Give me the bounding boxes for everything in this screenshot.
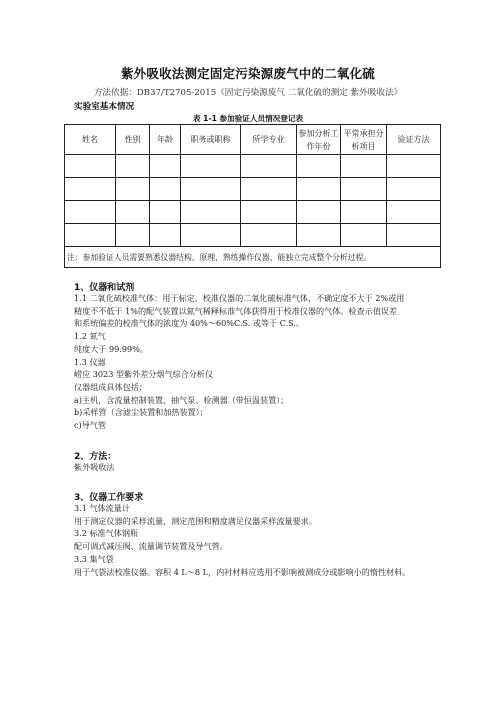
table-note-row bbox=[65, 247, 441, 268]
table-cell bbox=[341, 178, 387, 201]
header-age: 年龄 bbox=[150, 125, 181, 155]
table-row bbox=[65, 155, 441, 178]
table-cell bbox=[181, 224, 241, 247]
table-cell bbox=[150, 201, 181, 224]
table-cell bbox=[181, 178, 241, 201]
section-3-body bbox=[74, 502, 454, 578]
method-basis: 方法依据：DB37/T2705-2015《固定污染源废气 二氧化硫的测定 紫外吸收法》 bbox=[93, 88, 403, 98]
table-cell bbox=[65, 155, 116, 178]
table-cell bbox=[341, 155, 387, 178]
section-3-line: 3.3 集气袋 bbox=[74, 553, 114, 564]
section-1-line: 1.3 仪器 bbox=[74, 356, 106, 367]
table-cell bbox=[150, 178, 181, 201]
table-cell bbox=[241, 155, 297, 178]
table-row bbox=[65, 178, 441, 201]
section-2-line: 紫外吸收法 bbox=[74, 462, 115, 472]
table-cell bbox=[387, 155, 441, 178]
section-1-body bbox=[74, 292, 454, 432]
table-cell bbox=[387, 201, 441, 224]
table-cell bbox=[297, 155, 341, 178]
section-3-line: 配可调式减压阀、流量调节装置及导气管。 bbox=[74, 541, 228, 552]
table-cell bbox=[65, 178, 116, 201]
table-row bbox=[65, 201, 441, 224]
table-cell bbox=[387, 178, 441, 201]
table-cell bbox=[341, 201, 387, 224]
table-cell bbox=[116, 155, 150, 178]
table-cell bbox=[65, 224, 116, 247]
section-1-heading: 1、仪器和试剂 bbox=[74, 283, 135, 293]
section-1-line: 崂应 3023 型紫外差分烟气综合分析仪 bbox=[74, 369, 214, 380]
section-3-line: 3.1 气体流量计 bbox=[74, 503, 130, 513]
section-1-line: b)采样管（含滤尘装置和加热装置）； bbox=[74, 407, 208, 418]
table-cell bbox=[387, 224, 441, 247]
section-1-line: 精度不不低于 1%的配气装置以氮气稀释标准气体获得用于校准仪器的气体。检查示值误差 bbox=[74, 305, 397, 316]
table-header-row bbox=[65, 125, 441, 155]
section-3-line: 用于测定仪器的采样流量，测定范围和精度满足仪器采样流量要求。 bbox=[74, 515, 317, 526]
section-2-heading: 2、方法： bbox=[74, 452, 117, 462]
section-2-body bbox=[74, 461, 454, 474]
header-name: 姓名 bbox=[65, 125, 116, 155]
section-1-line: a)主机，含流量控制装置、抽气泵、检测器（带恒温装置）； bbox=[74, 394, 289, 405]
table-cell bbox=[150, 224, 181, 247]
table-cell bbox=[150, 155, 181, 178]
table-caption: 表 1-1 参加验证人员情况登记表 bbox=[192, 114, 304, 123]
section-1-line: 1.2 氮气 bbox=[74, 331, 106, 342]
section-1-line: 1.1 二氧化硫校准气体：用于标定、校准仪器的二氧化硫标准气体，不确定度不大于 2%或用 bbox=[74, 293, 405, 303]
table-note: 注：参加验证人员需要熟悉仪器结构、原理，熟练操作仪器，能独立完成整个分析过程。 bbox=[65, 247, 441, 268]
table-cell bbox=[241, 178, 297, 201]
table-cell bbox=[181, 155, 241, 178]
table-cell bbox=[341, 224, 387, 247]
section-3-line: 3.2 标准气体钢瓶 bbox=[74, 528, 139, 539]
table-cell bbox=[297, 201, 341, 224]
header-major: 所学专业 bbox=[241, 125, 297, 155]
table-cell bbox=[65, 201, 116, 224]
table-cell bbox=[116, 178, 150, 201]
header-work-years: 参加分析工作年份 bbox=[297, 125, 341, 155]
table-cell bbox=[297, 224, 341, 247]
header-title: 职务或职称 bbox=[181, 125, 241, 155]
table-cell bbox=[116, 201, 150, 224]
table-cell bbox=[241, 224, 297, 247]
header-gender: 性别 bbox=[116, 125, 150, 155]
table-cell bbox=[241, 201, 297, 224]
section-3-heading: 3、仪器工作要求 bbox=[74, 493, 144, 503]
table-cell bbox=[181, 201, 241, 224]
header-method: 验证方法 bbox=[387, 125, 441, 155]
table-cell bbox=[116, 224, 150, 247]
section-1-line: 仪器组成具体包括： bbox=[74, 381, 147, 392]
header-usual-items: 平常承担分析项目 bbox=[341, 125, 387, 155]
section-1-line: 和系统偏差的校准气体的浓度为 40%～60%C.S. 或等于 C.S.。 bbox=[74, 318, 305, 329]
table-row bbox=[65, 224, 441, 247]
table-cell bbox=[297, 178, 341, 201]
section-1-line: c)导气管 bbox=[74, 420, 106, 431]
lab-heading: 实验室基本情况 bbox=[74, 102, 135, 112]
section-1-line: 纯度大于 99.99%。 bbox=[74, 343, 148, 354]
personnel-registration-table bbox=[64, 124, 441, 268]
document-title: 紫外吸收法测定固定污染源废气中的二氧化硫 bbox=[120, 66, 375, 81]
section-3-line: 用于气袋法校准仪器。容积 4 L～8 L，内衬材料应选用不影响被测成分或影响小的惰性材料。 bbox=[74, 566, 411, 577]
